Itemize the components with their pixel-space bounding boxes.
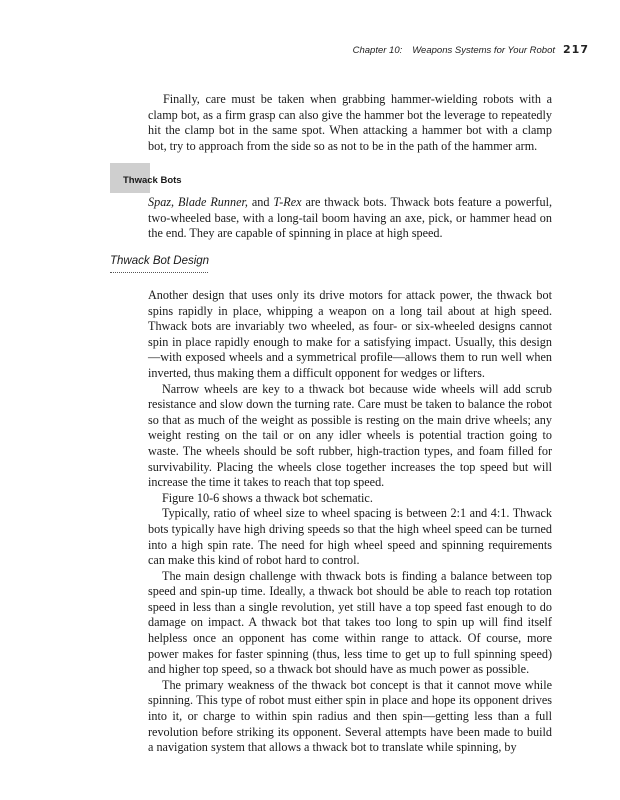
body-paragraph: Another design that uses only its drive motors for attack power, the thwack bot spins rapidly in place, whipping a weapon on a long tail about at high speed. Thwack bots are invariably two wheeled, as four- or six-wheeled designs cannot spin in place rapidly enough to make for a satisfying impact. Usually, this design—with exposed wheels and a symmetrical profile—allows them to run well when inverted, thus making them a difficult opponent for wedges or lifters. [148,288,552,380]
section-rule [110,272,208,273]
body-paragraph: Narrow wheels are key to a thwack bot because wide wheels will add scrub resistance and slow down the turning rate. Care must be taken to balance the robot so that as much of the weight as possible is resting on the main drive wheels; any weight resting on the tail or on any idler wheels is potential traction going to waste. The wheels should be soft rubber, high-traction types, and foam filled for survivability. Placing the wheels close together increases the top speed but will increase the time it takes to reach that top speed. [148,381,552,490]
body-paragraph: The main design challenge with thwack bots is finding a balance between top speed and spin-up time. Ideally, a thwack bot should be able to reach top rotation speed in less than a single revolution, yet still have a top speed fast enough to do damage on impact. A thwack bot that takes too long to spin up will find itself helpless once an opponent has come within range to attack. Of course, more power makes for faster spinning (thus, less time to get up to full spinning speed) and higher top speed, so a thwack bot should have as much power as possible. [148,568,552,677]
section-title: Thwack Bot Design [110,255,210,267]
bot-name-last: T-Rex [273,195,302,209]
thwack-bots-paragraph [148,195,552,242]
conjunction: and [247,195,274,209]
chapter-title: Weapons Systems for Your Robot [412,45,556,56]
thwack-bots-heading: Thwack Bots [123,175,182,186]
body-paragraph: Typically, ratio of wheel size to wheel spacing is between 2:1 and 4:1. Thwack bots typically have high driving speeds so that the high wheel speed can be turned into a high spin rate. The need for high wheel speed and spinning requirements can make this kind of robot hard to control. [148,506,552,568]
body-paragraph: Figure 10-6 shows a thwack bot schematic. [162,490,373,505]
chapter-label: Chapter 10: [352,45,403,56]
running-head [200,43,589,56]
intro-paragraph: Finally, care must be taken when grabbing hammer-wielding robots with a clamp bot, as a firm grasp can also give the hammer bot the leverage to repeatedly hit the clamp bot in the same spot. When attacking a hammer bot with a clamp bot, try to approach from the side so as not to be in the path of the hammer arm. [148,92,552,153]
page-number: 217 [563,43,589,56]
thwack-bots-text: are thwack bots. Thwack bots feature a powerful, two-wheeled base, with a long-tail boom having an axe, pick, or hammer head on the end. They are capable of spinning in place at high speed. [148,195,553,241]
body-paragraph: The primary weakness of the thwack bot concept is that it cannot move while spinning. This type of robot must either spin in place and hope its opponent drives into it, or charge to within spin radius and then spin—getting less than a full revolution before striking its opponent. Several attempts have been made to build a navigation system that allows a thwack bot to translate while spinning, by [148,677,552,755]
bot-names: Spaz, Blade Runner, [148,195,248,209]
section-body [148,288,552,756]
